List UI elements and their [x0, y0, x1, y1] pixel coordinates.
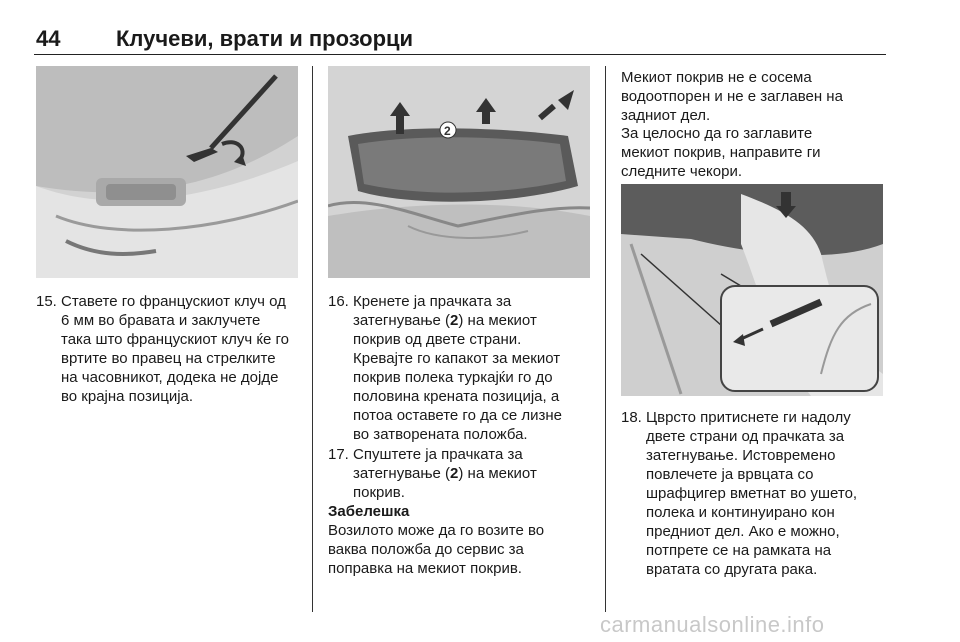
step-16-line: [353, 311, 562, 330]
note-line: поправка на мекиот покрив.: [328, 560, 522, 577]
step-15-number: 15.: [36, 293, 57, 310]
step-17-text-run: затегнување (: [353, 465, 451, 482]
figure-screwdriver-illustration: [621, 184, 883, 396]
step-16-line: покрив од двете страни.: [353, 331, 522, 348]
step-16-number: 16.: [328, 293, 349, 310]
step-15-line: 6 мм во бравата и заклучете: [61, 312, 261, 329]
intro-line: водоотпорен и не е заглавен на: [621, 88, 843, 105]
step-16-line: Кренете ја прачката за: [353, 293, 512, 310]
step-17-line: Спуштете ја прачката за: [353, 446, 523, 463]
intro-line: следните чекори.: [621, 163, 743, 180]
figure-screwdriver-eyelet: [621, 184, 883, 396]
watermark: carmanualsonline.info: [600, 612, 825, 637]
step-16-text-run: ) на мекиот: [458, 312, 537, 329]
step-15-text: [61, 292, 289, 406]
step-16-ref-2: 2: [450, 312, 459, 329]
step-18-line: повлечете ја врвцата со: [646, 466, 814, 483]
step-18-line: вратата со другата рака.: [646, 561, 818, 578]
step-16-text: [353, 292, 562, 444]
step-15-line: така што францускиот клуч ќе го: [61, 331, 289, 348]
figure-label-2: 2: [444, 124, 451, 138]
step-18-line: полека и континуирано кон: [646, 504, 835, 521]
intro-line: За целосно да го заглавите: [621, 125, 813, 142]
column-divider-2: [605, 66, 606, 612]
step-18-line: предниот дел. Ако е можно,: [646, 523, 840, 540]
step-17-text-run: ) на мекиот: [458, 465, 537, 482]
figure-soft-top-cover: [328, 66, 590, 278]
step-17-number: 17.: [328, 446, 349, 463]
step-18-line: двете страни од прачката за: [646, 428, 845, 445]
step-16-line: половина крената позиција, а: [353, 388, 560, 405]
intro-line: Мекиот покрив не е сосема: [621, 69, 812, 86]
page-header: [36, 26, 886, 54]
step-18-number: 18.: [621, 409, 642, 426]
step-16-line: потоа оставете го да се лизне: [353, 407, 562, 424]
intro-paragraph-2: [621, 124, 883, 181]
step-15-line: Ставете го францускиот клуч од: [61, 293, 286, 310]
intro-paragraph-1: [621, 68, 883, 125]
step-15-line: вртите во правец на стрелките: [61, 350, 276, 367]
step-16-text-run: затегнување (: [353, 312, 451, 329]
step-18-line: потпрете се на рамката на: [646, 542, 832, 559]
step-17-ref-2: 2: [450, 465, 459, 482]
step-18-line: шрафцигер вметнат во ушето,: [646, 485, 858, 502]
intro-line: мекиот покрив, направите ги: [621, 144, 821, 161]
step-18-line: затегнување. Истовремено: [646, 447, 836, 464]
step-18-line: Цврсто притиснете ги надолу: [646, 409, 851, 426]
note-line: ваква положба до сервис за: [328, 541, 524, 558]
note-block: [328, 502, 598, 578]
figure-wrench-lock-illustration: [36, 66, 298, 278]
step-17-line: [353, 464, 537, 483]
step-16-line: покрив полека туркајќи го до: [353, 369, 553, 386]
chapter-title: Клучеви, врати и прозорци: [116, 26, 414, 51]
step-17-text: [353, 445, 537, 502]
step-15-line: во крајна позиција.: [61, 388, 194, 405]
figure-wrench-lock: [36, 66, 298, 278]
step-15-line: на часовникот, додека не дојде: [61, 369, 279, 386]
header-rule: [34, 54, 886, 55]
column-divider-1: [312, 66, 313, 612]
step-16-line: во затворената положба.: [353, 426, 528, 443]
step-16-line: Кревајте го капакот за мекиот: [353, 350, 561, 367]
note-heading: Забелешка: [328, 503, 410, 520]
step-17-line: покрив.: [353, 484, 405, 501]
intro-line: задниот дел.: [621, 107, 711, 124]
step-18-text: [646, 408, 857, 579]
figure-soft-top-illustration: [328, 66, 590, 278]
page-number: 44: [36, 26, 61, 51]
note-line: Возилото може да го возите во: [328, 522, 545, 539]
